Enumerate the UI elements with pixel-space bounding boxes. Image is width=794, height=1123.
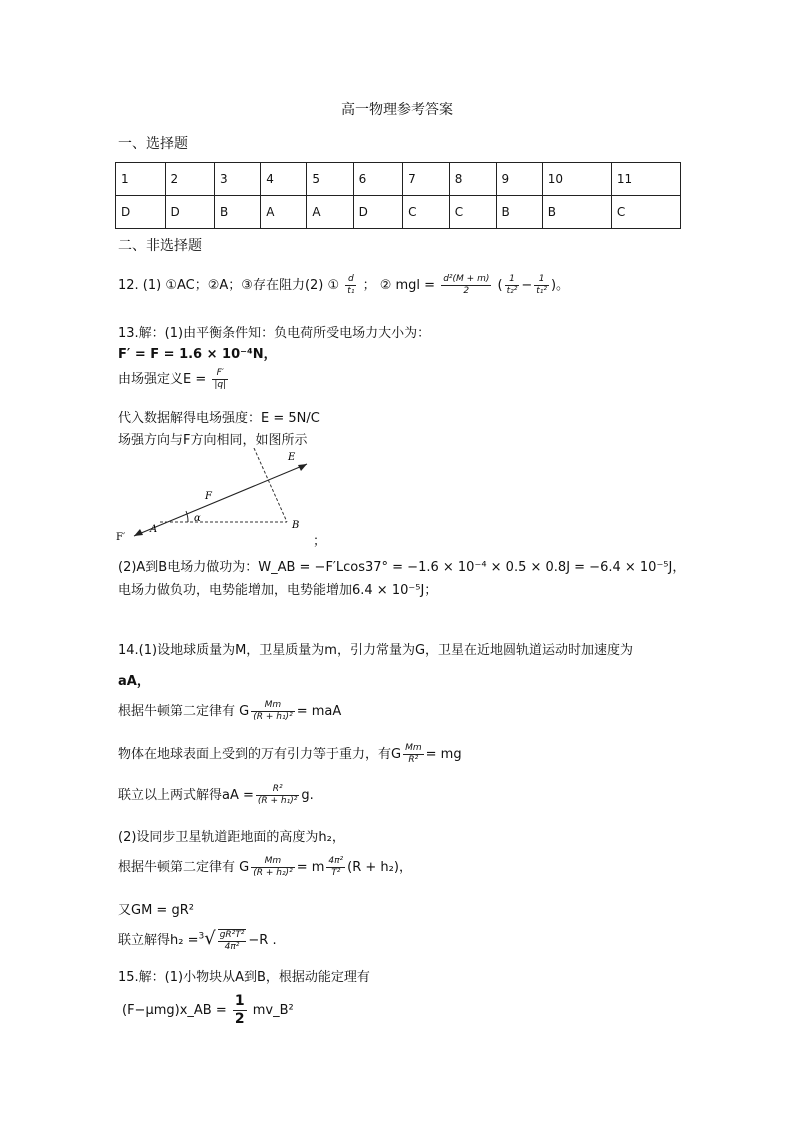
- q13-line-2: F′ = F = 1.6 × 10⁻⁴N，: [118, 347, 277, 362]
- table-cell: 5: [307, 163, 353, 196]
- table-cell: 7: [403, 163, 450, 196]
- table-cell: D: [353, 196, 403, 229]
- table-cell: B: [496, 196, 542, 229]
- table-cell: B: [542, 196, 611, 229]
- table-cell: 10: [542, 163, 611, 196]
- q14-l9-post: −R .: [248, 933, 277, 948]
- frac-den: R²: [408, 755, 419, 765]
- arrow-e-icon: [298, 464, 307, 471]
- q15-line-2: [122, 993, 294, 1028]
- q12-mid: ； ② mgl =: [362, 278, 436, 293]
- table-cell: C: [403, 196, 450, 229]
- table-cell: 1: [116, 163, 166, 196]
- frac-num: R²: [256, 784, 299, 796]
- q14-fraction-4: [251, 856, 294, 879]
- q14-l4-pre: 物体在地球表面上受到的万有引力等于重力，有G: [118, 747, 402, 762]
- label-alpha: α: [194, 513, 201, 524]
- frac-den: t₁: [347, 286, 355, 296]
- frac-num: F′: [212, 368, 228, 380]
- q14-line-3: [118, 700, 341, 723]
- minus: −: [521, 278, 533, 293]
- arrow-fprime-icon: [134, 529, 143, 536]
- q14-l5-pre: 联立以上两式解得aA =: [118, 788, 254, 803]
- table-cell: 8: [449, 163, 496, 196]
- q13-l3-pre: 由场强定义E =: [118, 372, 207, 387]
- frac-num: d²(M + m): [443, 274, 490, 284]
- q14-l4-post: = mg: [425, 747, 462, 762]
- q12-line: [118, 274, 569, 297]
- q14-l7-post: (R + h₂)，: [347, 860, 412, 875]
- q14-fraction-5: [326, 856, 345, 879]
- label-a: A: [150, 524, 158, 535]
- section-choice-heading: 一、选择题: [118, 136, 188, 152]
- frac-den: 4π²: [224, 941, 240, 952]
- q14-line-4: [118, 743, 462, 766]
- frac-num: 1: [234, 993, 245, 1009]
- q14-l3-post: = maA: [296, 704, 342, 719]
- frac-den: |q|: [214, 380, 227, 390]
- label-fprime: F′: [116, 532, 126, 543]
- table-cell: A: [307, 196, 353, 229]
- label-b: B: [292, 520, 300, 531]
- q14-fraction-6: [218, 929, 247, 953]
- q13-line-4: 代入数据解得电场强度：E = 5N/C: [118, 411, 320, 426]
- frac-den: 2: [463, 286, 470, 296]
- q14-fraction-3: [256, 784, 299, 807]
- q12-end: )。: [550, 278, 570, 293]
- frac-num: Mm: [251, 700, 294, 712]
- frac-num: 1: [534, 274, 549, 286]
- q13-line-5: 场强方向与F方向相同，如图所示: [118, 433, 308, 448]
- q15-fraction: [233, 993, 247, 1028]
- frac-num: 1: [505, 274, 520, 286]
- q14-line-1: 14.(1)设地球质量为M，卫星质量为m，引力常量为G，卫星在近地圆轨道运动时加速度为: [118, 643, 634, 658]
- q13-line-7: 电场力做负功，电势能增加，电势能增加6.4 × 10⁻⁵J；: [118, 583, 438, 598]
- section-nonchoice-heading: 二、非选择题: [118, 238, 202, 254]
- frac-num: Mm: [251, 856, 294, 868]
- q12-fraction-4: [534, 274, 549, 297]
- table-cell: 11: [611, 163, 680, 196]
- q12-fraction-3: [505, 274, 520, 297]
- q12-lead: 12. (1) ①AC；②A；③存在阻力(2) ①: [118, 278, 340, 293]
- q13-line-6: (2)A到B电场力做功为：W_AB = −F′Lcos37° = −1.6 × 10⁻⁴ × 0.5 × 0.8J = −6.4 × 10⁻⁵J，: [118, 560, 686, 575]
- frac-den: t₂²: [506, 286, 518, 296]
- q13-line-3: [118, 368, 230, 391]
- q14-l7-mid: = m: [296, 860, 325, 875]
- frac-num: d: [345, 274, 356, 286]
- table-cell: B: [215, 196, 261, 229]
- frac-num: gR²T²: [219, 929, 245, 940]
- frac-num: 4π²: [328, 856, 344, 866]
- q13-semicolon: ；: [313, 534, 327, 549]
- q14-l7-pre: 根据牛顿第二定律有 G: [118, 860, 250, 875]
- q12-fraction-2: [441, 274, 491, 297]
- frac-den: (R + h₁)²: [253, 712, 293, 722]
- table-cell: A: [261, 196, 307, 229]
- frac-den: (R + h₁)²: [257, 796, 298, 806]
- label-f: F: [205, 491, 212, 502]
- q14-l5-post: g.: [301, 788, 314, 803]
- q15-l2-pre: (F−μmg)x_AB =: [122, 1003, 227, 1018]
- q15-l2-post: mv_B²: [252, 1003, 294, 1018]
- table-cell: 9: [496, 163, 542, 196]
- force-line: [134, 464, 307, 536]
- q14-line-2: aA，: [118, 674, 150, 689]
- q13-fraction: [212, 368, 228, 391]
- q15-line-1: 15.解：(1)小物块从A到B，根据动能定理有: [118, 970, 370, 985]
- root-index: 3: [198, 931, 205, 942]
- table-cell: 2: [165, 163, 215, 196]
- q12-fraction-1: [345, 274, 356, 297]
- answer-table: [115, 162, 681, 229]
- table-cell: C: [611, 196, 680, 229]
- radical-icon: √: [204, 928, 216, 949]
- frac-den: T²: [331, 868, 341, 878]
- q14-line-8: 又GM = gR²: [118, 903, 194, 918]
- table-cell: 3: [215, 163, 261, 196]
- frac-den: 2: [234, 1011, 245, 1027]
- field-direction-diagram: [112, 448, 332, 544]
- q14-line-5: [118, 784, 314, 807]
- dashed-vertical-line: [254, 448, 287, 522]
- q14-fraction-1: [251, 700, 294, 723]
- page-title: 高一物理参考答案: [341, 102, 453, 118]
- table-row: [116, 163, 681, 196]
- frac-den: (R + h₂)²: [253, 868, 293, 878]
- table-cell: 6: [353, 163, 403, 196]
- q14-l3-pre: 根据牛顿第二定律有 G: [118, 704, 250, 719]
- frac-den: t₁²: [536, 286, 547, 296]
- q14-line-7: [118, 856, 412, 879]
- label-e: E: [288, 452, 296, 463]
- q14-line-9: [118, 928, 277, 953]
- table-cell: D: [116, 196, 166, 229]
- table-cell: D: [165, 196, 215, 229]
- q14-fraction-2: [403, 743, 424, 766]
- q13-line-1: 13.解：(1)由平衡条件知：负电荷所受电场力大小为：: [118, 326, 431, 341]
- frac-num: Mm: [405, 743, 422, 753]
- q14-l9-pre: 联立解得h₂ =: [118, 933, 199, 948]
- table-row: [116, 196, 681, 229]
- table-cell: C: [449, 196, 496, 229]
- table-cell: 4: [261, 163, 307, 196]
- q14-line-6: (2)设同步卫星轨道距地面的高度为h₂，: [118, 830, 345, 845]
- paren: (: [497, 278, 503, 293]
- angle-arc: [186, 511, 188, 522]
